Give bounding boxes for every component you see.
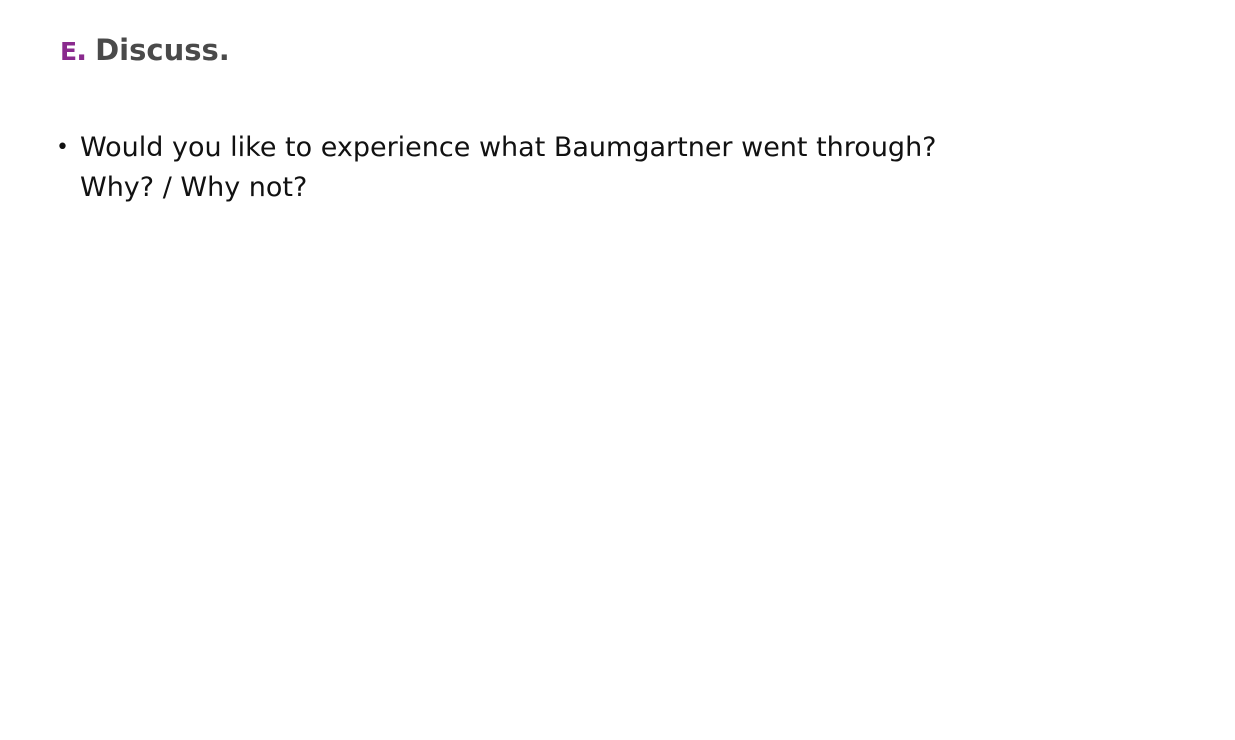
- section-title: Discuss.: [95, 33, 230, 67]
- section-letter: E: [60, 37, 77, 66]
- section-heading: [60, 30, 230, 72]
- discussion-question: [56, 128, 1056, 208]
- question-line-1: Would you like to experience what Baumgartner went through?: [80, 132, 937, 163]
- bullet-icon: •: [56, 135, 69, 160]
- section-letter-dot: .: [76, 33, 88, 67]
- discussion-question-list: [56, 128, 1056, 208]
- question-line-2: Why? / Why not?: [80, 172, 308, 203]
